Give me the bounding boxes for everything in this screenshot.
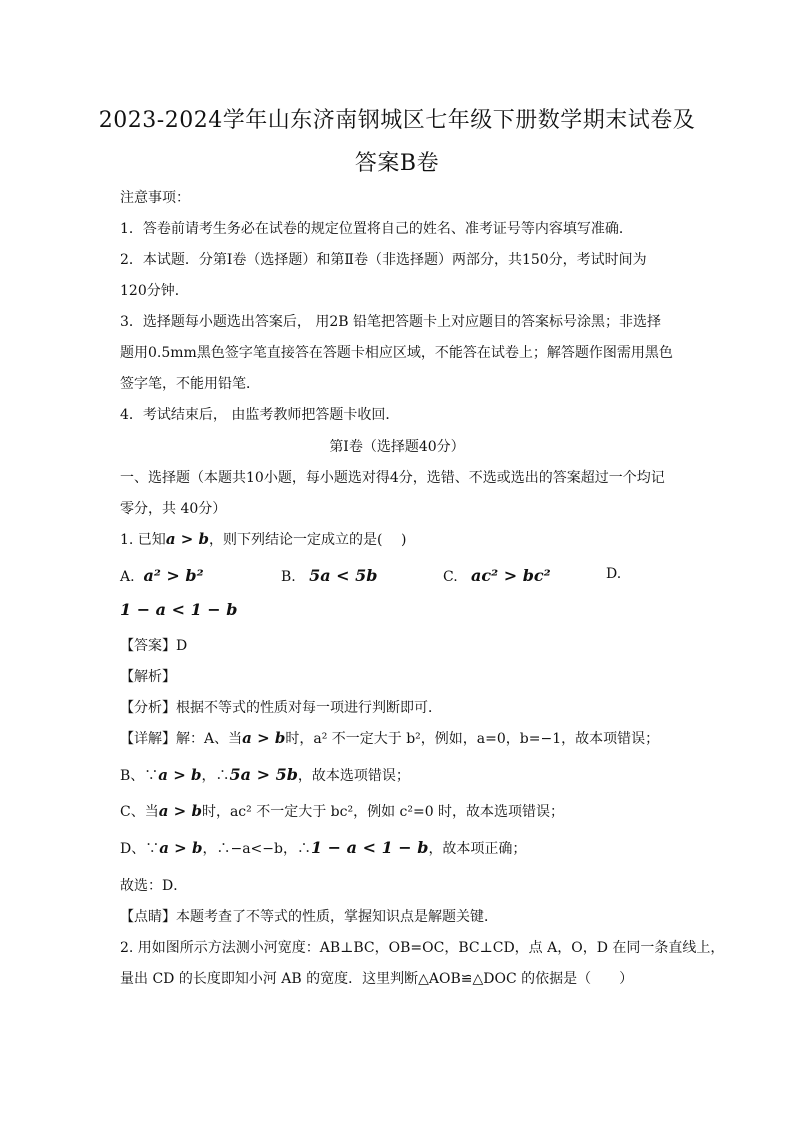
question-2-stem-line-2: 量出 CD 的长度即知小河 AB 的宽度．这里判断△AOB≌△DOC 的依据是（ ） [120,971,634,987]
q1-option-c-label: C. [443,569,458,585]
q1-option-d-label: D. [606,566,622,582]
q1-option-b-math: 5a < 5b [309,566,378,585]
notice-heading: 注意事项： [120,190,190,206]
q1-option-a [120,566,204,585]
q1-detail-b-pre: B、∵ [120,768,159,784]
q1-detail-a-pre: 解：A、当 [176,731,243,747]
q1-detail-b [120,765,410,785]
q1-detail-a-post: 时，a² 不一定大于 b²，例如，a=0，b=−1，故本项错误； [285,731,660,747]
q1-detail-c [120,801,564,821]
question-2-stem-line-1: 2. 用如图所示方法测小河宽度：AB⊥BC，OB=OC，BC⊥CD，点 A，O，D 在同一条直线上， [120,940,725,956]
part-1-heading: 第Ⅰ卷（选择题40分） [329,439,465,455]
q1-comment-text: 本题考查了不等式的性质，掌握知识点是解题关键． [176,909,498,925]
q1-detail-c-math: a > b [158,802,202,820]
q1-choose: 故选：D． [120,878,188,894]
q1-option-d [606,566,621,582]
q1-detail-b-mid: ，∴ [201,768,230,784]
q1-detail-c-pre: C、当 [120,804,159,820]
q1-detail-d-pre: D、∵ [120,841,160,857]
page-title-line-1: 2023-2024学年山东济南钢城区七年级下册数学期末试卷及 [98,108,696,133]
notice-item-1: 1．答卷前请考生务必在试卷的规定位置将自己的姓名、准考证号等内容填写准确． [120,221,633,237]
q1-comment-label: 【点睛】 [120,909,176,925]
notice-item-3: 3．选择题每小题选出答案后， 用2B 铅笔把答题卡上对应题目的答案标号涂黑；非选择 [120,314,662,330]
q1-detail-d-math-1: a > b [159,839,203,857]
q1-option-c [443,566,551,585]
q1-stem-post: ，则下列结论一定成立的是( ) [209,532,407,548]
q1-detail-b-math-1: a > b [158,766,202,784]
q1-option-a-math: a² > b² [143,566,204,585]
notice-item-2-cont: 120分钟． [120,283,189,299]
section-1-instructions: 一、选择题（本题共10小题，每小题选对得4分，选错、不选或选出的答案超过一个均记 [120,470,665,486]
q1-fenxi-label: 【分析】 [120,700,176,716]
q1-detail-a-math: a > b [242,729,286,747]
q1-answer: 【答案】D [120,638,188,654]
q1-option-b-label: B. [281,569,296,585]
q1-option-d-math: 1 − a < 1 − b [120,600,238,619]
section-1-instructions-cont: 零分，共 40分） [120,501,227,517]
notice-item-3-cont-2: 签字笔，不能用铅笔． [120,376,260,392]
q1-option-c-math: ac² > bc² [471,566,551,585]
q1-stem-math: a > b [165,530,210,548]
question-1-stem [120,529,406,549]
notice-item-2: 2．本试题．分第Ⅰ卷（选择题）和第Ⅱ卷（非选择题）两部分，共150分，考试时间为 [120,252,647,268]
q1-detail-d [120,838,526,858]
q1-fenxi [120,697,442,717]
q1-comment [120,906,498,926]
q1-detail-c-post: 时，ac² 不一定大于 bc²，例如 c²=0 时，故本选项错误； [201,804,565,820]
q1-option-a-label: A. [120,569,135,585]
q1-detail-d-mid: ，∴−a<−b，∴ [202,841,311,857]
q1-detail-d-math-2: 1 − a < 1 − b [310,838,429,857]
q1-detail-b-post: ，故本选项错误； [297,768,410,784]
q1-analysis-heading: 【解析】 [120,669,176,685]
q1-option-d-expression [120,600,237,619]
q1-detail-label: 【详解】 [120,731,176,747]
notice-item-4: 4．考试结束后， 由监考教师把答题卡收回． [120,407,400,423]
notice-item-3-cont-1: 题用0.5mm黑色签字笔直接答在答题卡相应区域，不能答在试卷上；解答题作图需用黑色 [120,345,673,361]
q1-option-b [281,566,377,585]
q1-detail-a [120,728,659,748]
page-title-line-2: 答案B卷 [354,151,440,176]
q1-detail-b-math-2: 5a > 5b [229,765,298,784]
q1-stem-pre: 1. 已知 [120,532,166,548]
q1-detail-d-post: ，故本项正确； [428,841,527,857]
q1-fenxi-text: 根据不等式的性质对每一项进行判断即可． [176,700,442,716]
